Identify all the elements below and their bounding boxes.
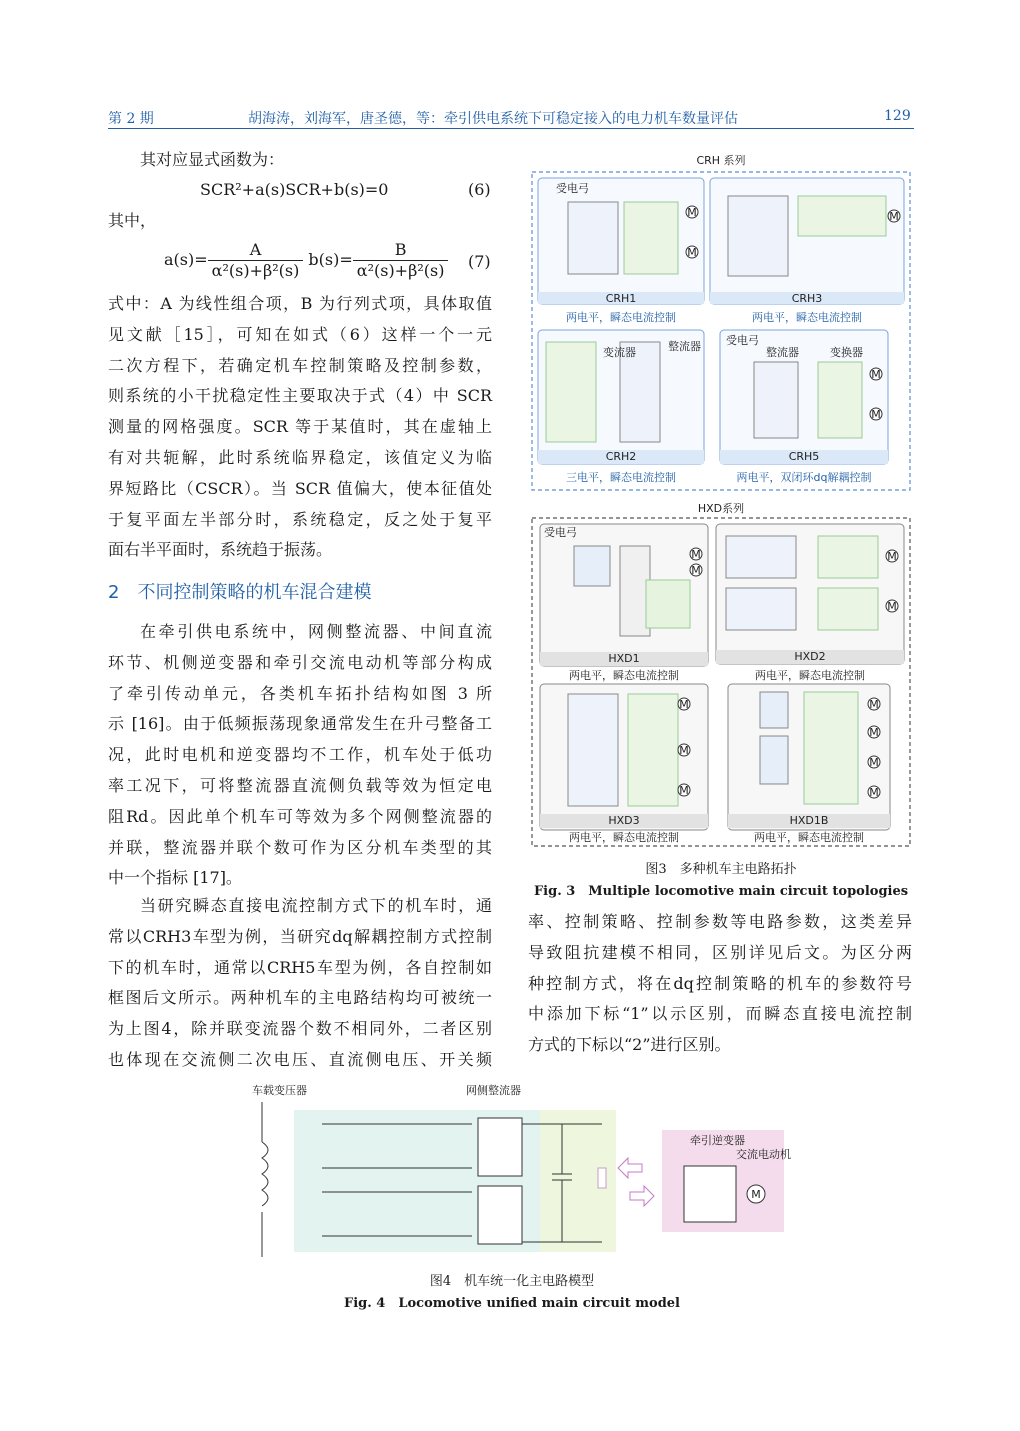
svg-text:M: M [869, 726, 879, 739]
svg-text:M: M [889, 210, 899, 223]
where-line: 其中， [108, 211, 157, 230]
panel-name: HXD2 [794, 650, 826, 663]
transformer-label: 车载变压器 [252, 1084, 307, 1097]
equation-6-number: (6) [468, 180, 491, 199]
svg-text:M: M [887, 600, 897, 613]
fig3-caption-cn: 图3 多种机车主电路拓扑 [645, 862, 797, 877]
svg-text:M: M [869, 698, 879, 711]
svg-text:M: M [687, 206, 697, 219]
panel-name: HXD1 [608, 652, 640, 665]
svg-text:M: M [751, 1188, 761, 1201]
rp-line: 中添加下标“1”以示区别，而瞬态直接电流控制 [528, 1004, 912, 1024]
eq7-a-num: A [208, 240, 304, 261]
converter-label: 变换器 [830, 346, 863, 359]
p2-line: 在牵引供电系统中，网侧整流器、中间直流 [140, 622, 492, 641]
p2-line: 环节、机侧逆变器和牵引交流电动机等部分构成 [108, 652, 492, 672]
svg-text:M: M [679, 698, 689, 711]
svg-text:M: M [679, 744, 689, 757]
panel-crh2 [538, 330, 704, 484]
motor-label: 交流电动机 [736, 1148, 791, 1161]
svg-text:M: M [871, 368, 881, 381]
p1-line: 界短路比（CSCR）。当 SCR 值偏大，使本征值处 [108, 478, 492, 498]
eq7-a-lhs: a(s)= [164, 250, 208, 269]
panel-crh1 [538, 178, 704, 324]
eq7-b-den: α²(s)+β²(s) [356, 261, 445, 280]
panel-hxd3 [540, 684, 708, 844]
panel-crh5 [720, 330, 888, 484]
panel-name: CRH5 [788, 450, 820, 463]
page-number: 129 [884, 108, 911, 124]
p3-line: 框图后文所示。两种机车的主电路结构均可被统一 [108, 988, 492, 1008]
eq7-b-lhs: b(s)= [308, 250, 353, 269]
panel-crh3 [710, 178, 904, 324]
panel-name: HXD3 [608, 814, 640, 827]
eq7-b-num: B [353, 240, 449, 261]
p2-line: 况，此时电机和逆变器均不工作，机车处于低功 [108, 745, 492, 765]
p1-line: 则系统的小干扰稳定性主要取决于式（4）中 SCR [108, 386, 492, 406]
p3-line: 为上图4，除并联变流器个数不相同外，二者区别 [108, 1019, 492, 1039]
svg-text:M: M [679, 784, 689, 797]
panel-desc: 两电平，瞬态电流控制 [566, 311, 676, 324]
p1-line: 有对共轭解，此时系统临界稳定，该值定义为临 [108, 447, 492, 467]
header-rule [108, 128, 914, 129]
p1-line: 二次方程下，若确定机车控制策略及控制参数， [108, 355, 492, 375]
panel-desc: 两电平，瞬态电流控制 [755, 669, 865, 682]
equation-6: SCR²+a(s)SCR+b(s)=0 [200, 180, 389, 199]
figure-4 [222, 1082, 802, 1262]
svg-text:M: M [869, 756, 879, 769]
p1-line: 式中：A 为线性组合项，B 为行列式项，具体取值 [108, 294, 492, 313]
svg-text:M: M [869, 786, 879, 799]
rp-line: 种控制方式，将在dq控制策略的机车的参数符号 [528, 973, 912, 993]
panel-desc: 三电平，瞬态电流控制 [566, 471, 676, 484]
panel-desc: 两电平，瞬态电流控制 [754, 831, 864, 844]
fig4-caption-en: Fig. 4 Locomotive unified main circuit model [343, 1296, 680, 1311]
paragraph-1 [108, 289, 492, 566]
p2-line: 阻Rd。因此单个机车可等效为多个网侧整流器的 [108, 806, 492, 826]
pantograph-label: 受电弓 [726, 334, 759, 347]
p1-line: 于复平面左半部分时，系统稳定，反之处于复平 [108, 509, 492, 529]
rectifier-label: 网侧整流器 [466, 1084, 521, 1097]
p3-line: 当研究瞬态直接电流控制方式下的机车时，通 [140, 896, 492, 915]
p1-line: 测量的网格强度。SCR 等于某值时，其在虚轴上 [108, 417, 492, 437]
rp-line: 导致阻抗建模不相同，区别详见后文。为区分两 [528, 942, 912, 962]
panel-desc: 两电平，瞬态电流控制 [752, 311, 862, 324]
fig3-group1-title: CRH 系列 [696, 154, 746, 167]
fig4-caption-cn: 图4 机车统一化主电路模型 [429, 1274, 595, 1289]
intro-line: 其对应显式函数为： [140, 150, 285, 169]
rectifier-label: 整流器 [668, 340, 701, 353]
panel-name: HXD1B [789, 814, 829, 827]
panel-desc: 两电平，瞬态电流控制 [569, 669, 679, 682]
right-paragraph [528, 907, 912, 1061]
panel-hxd1 [540, 524, 708, 682]
svg-text:M: M [687, 246, 697, 259]
panel-desc: 两电平，双闭环dq解耦控制 [736, 471, 872, 484]
paragraph-3 [108, 891, 492, 1076]
paragraph-2 [108, 617, 492, 894]
rp-line: 率、控制策略、控制参数等电路参数，这类差异 [528, 912, 912, 931]
panel-desc: 两电平，瞬态电流控制 [569, 831, 679, 844]
equation-7-number: (7) [468, 252, 491, 271]
figure-3 [528, 150, 914, 850]
svg-text:M: M [691, 548, 701, 561]
p3-line: 下的机车时，通常以CRH5车型为例，各自控制如 [108, 957, 492, 977]
fig3-group2-title: HXD系列 [697, 502, 745, 515]
svg-text:M: M [691, 564, 701, 577]
eq7-a-den: α²(s)+β²(s) [211, 261, 300, 280]
panel-name: CRH1 [605, 292, 637, 305]
p2-line: 示 [16]。由于低频振荡现象通常发生在升弓整备工 [108, 714, 492, 734]
panel-name: CRH3 [791, 292, 823, 305]
p2-line: 率工况下，可将整流器直流侧负载等效为恒定电 [108, 775, 492, 795]
p3-line: 也体现在交流侧二次电压、直流侧电压、开关频 [108, 1049, 492, 1069]
pantograph-label: 受电弓 [544, 526, 577, 539]
svg-text:M: M [887, 550, 897, 563]
rectifier-label: 整流器 [766, 346, 799, 359]
p1-line: 见文献［15］，可知在如式（6）这样一个一元 [108, 324, 492, 344]
p1-line: 面右半平面时，系统趋于振荡。 [108, 540, 333, 560]
running-title: 胡海涛，刘海军，唐圣德，等：牵引供电系统下可稳定接入的电力机车数量评估 [248, 111, 738, 127]
p2-line: 了牵引传动单元，各类机车拓扑结构如图 3 所 [108, 683, 492, 703]
equation-7 [164, 240, 448, 281]
panel-hxd2 [716, 524, 904, 682]
issue-number: 第 2 期 [108, 111, 154, 127]
fig3-caption-en: Fig. 3 Multiple locomotive main circuit topologies [533, 884, 909, 899]
section-heading: 2 不同控制策略的机车混合建模 [108, 582, 372, 603]
svg-text:M: M [871, 408, 881, 421]
p2-line: 并联，整流器并联个数可作为区分机车类型的其 [108, 837, 492, 857]
p3-line: 常以CRH3车型为例，当研究dq解耦控制方式控制 [108, 926, 492, 946]
p2-line: 中一个指标 [17]。 [108, 868, 242, 888]
converter-label: 变流器 [603, 346, 636, 359]
pantograph-label: 受电弓 [556, 182, 589, 195]
inverter-label: 牵引逆变器 [690, 1134, 745, 1147]
panel-hxd1b [728, 684, 890, 844]
rp-line: 方式的下标以“2”进行区别。 [528, 1035, 731, 1055]
panel-name: CRH2 [605, 450, 637, 463]
